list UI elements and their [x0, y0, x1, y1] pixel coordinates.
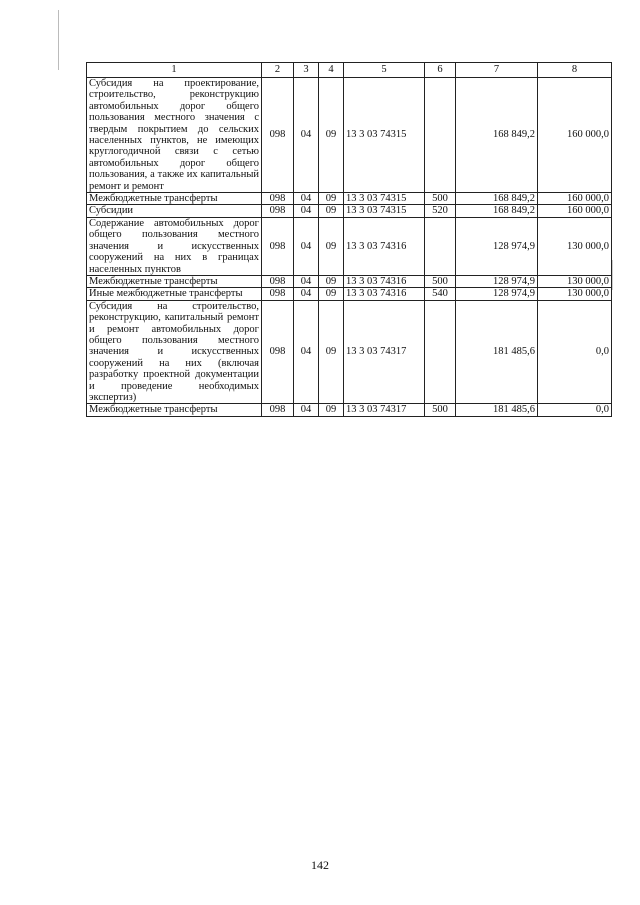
cell-c2: 098	[262, 300, 294, 404]
cell-c4: 09	[319, 217, 344, 275]
cell-c4: 09	[319, 404, 344, 416]
cell-c4: 09	[319, 193, 344, 205]
cell-c6	[425, 217, 456, 275]
row-name: Субсидия на строительство, реконструкцию, капитальный ремонт и ремонт автомобильных дорог общего пользования местного значения и искусственных сооружений на них (включая разработку проектной документации и проведение необходимых экспертиз)	[87, 300, 262, 404]
cell-c3: 04	[294, 217, 319, 275]
margin-mark-right	[612, 260, 613, 290]
column-header: 5	[344, 63, 425, 78]
cell-c4: 09	[319, 275, 344, 287]
cell-c8: 0,0	[538, 404, 612, 416]
cell-c4: 09	[319, 288, 344, 300]
cell-c5: 13 3 03 74316	[344, 288, 425, 300]
table-row	[87, 193, 612, 205]
cell-c8: 160 000,0	[538, 205, 612, 217]
cell-c3: 04	[294, 404, 319, 416]
table-row	[87, 205, 612, 217]
cell-c6	[425, 300, 456, 404]
cell-c3: 04	[294, 205, 319, 217]
cell-c8: 130 000,0	[538, 217, 612, 275]
column-header: 1	[87, 63, 262, 78]
row-name: Межбюджетные трансферты	[87, 404, 262, 416]
cell-c4: 09	[319, 78, 344, 193]
column-header: 7	[456, 63, 538, 78]
cell-c2: 098	[262, 217, 294, 275]
cell-c3: 04	[294, 193, 319, 205]
cell-c2: 098	[262, 205, 294, 217]
cell-c4: 09	[319, 205, 344, 217]
margin-mark-top	[58, 10, 59, 70]
cell-c6: 540	[425, 288, 456, 300]
cell-c6: 500	[425, 404, 456, 416]
cell-c7: 168 849,2	[456, 193, 538, 205]
cell-c5: 13 3 03 74315	[344, 78, 425, 193]
row-name: Содержание автомобильных дорог общего пользования местного значения и искусственных сооружений на них в границах населенных пунктов	[87, 217, 262, 275]
cell-c3: 04	[294, 275, 319, 287]
cell-c2: 098	[262, 193, 294, 205]
cell-c7: 181 485,6	[456, 404, 538, 416]
column-header: 6	[425, 63, 456, 78]
cell-c3: 04	[294, 78, 319, 193]
table-row	[87, 300, 612, 404]
table-row	[87, 275, 612, 287]
cell-c6: 500	[425, 193, 456, 205]
column-header: 2	[262, 63, 294, 78]
cell-c7: 128 974,9	[456, 275, 538, 287]
page-number: 142	[311, 858, 329, 872]
cell-c8: 0,0	[538, 300, 612, 404]
cell-c4: 09	[319, 300, 344, 404]
row-name: Субсидии	[87, 205, 262, 217]
table-row	[87, 217, 612, 275]
cell-c8: 160 000,0	[538, 193, 612, 205]
cell-c6: 500	[425, 275, 456, 287]
cell-c3: 04	[294, 300, 319, 404]
cell-c5: 13 3 03 74316	[344, 275, 425, 287]
cell-c2: 098	[262, 275, 294, 287]
cell-c7: 168 849,2	[456, 78, 538, 193]
cell-c5: 13 3 03 74315	[344, 193, 425, 205]
table-header-row	[87, 63, 612, 78]
budget-table	[86, 62, 612, 417]
table-row	[87, 78, 612, 193]
cell-c7: 168 849,2	[456, 205, 538, 217]
column-header: 8	[538, 63, 612, 78]
cell-c7: 128 974,9	[456, 217, 538, 275]
cell-c7: 181 485,6	[456, 300, 538, 404]
row-name: Иные межбюджетные трансферты	[87, 288, 262, 300]
cell-c2: 098	[262, 78, 294, 193]
cell-c5: 13 3 03 74315	[344, 205, 425, 217]
table-row	[87, 404, 612, 416]
cell-c7: 128 974,9	[456, 288, 538, 300]
cell-c5: 13 3 03 74316	[344, 217, 425, 275]
cell-c8: 130 000,0	[538, 288, 612, 300]
cell-c5: 13 3 03 74317	[344, 404, 425, 416]
cell-c8: 130 000,0	[538, 275, 612, 287]
column-header: 4	[319, 63, 344, 78]
column-header: 3	[294, 63, 319, 78]
cell-c2: 098	[262, 288, 294, 300]
row-name: Межбюджетные трансферты	[87, 193, 262, 205]
row-name: Межбюджетные трансферты	[87, 275, 262, 287]
cell-c3: 04	[294, 288, 319, 300]
row-name: Субсидия на проектирование, строительство, реконструкцию автомобильных дорог общего пользования местного значения с твердым покрытием до сельских населенных пунктов, не имеющих круглогодичной связи с сетью автомобильных дорог общего пользования, а также их капитальный ремонт и ремонт	[87, 78, 262, 193]
cell-c2: 098	[262, 404, 294, 416]
cell-c6: 520	[425, 205, 456, 217]
cell-c6	[425, 78, 456, 193]
cell-c5: 13 3 03 74317	[344, 300, 425, 404]
table-row	[87, 288, 612, 300]
cell-c8: 160 000,0	[538, 78, 612, 193]
